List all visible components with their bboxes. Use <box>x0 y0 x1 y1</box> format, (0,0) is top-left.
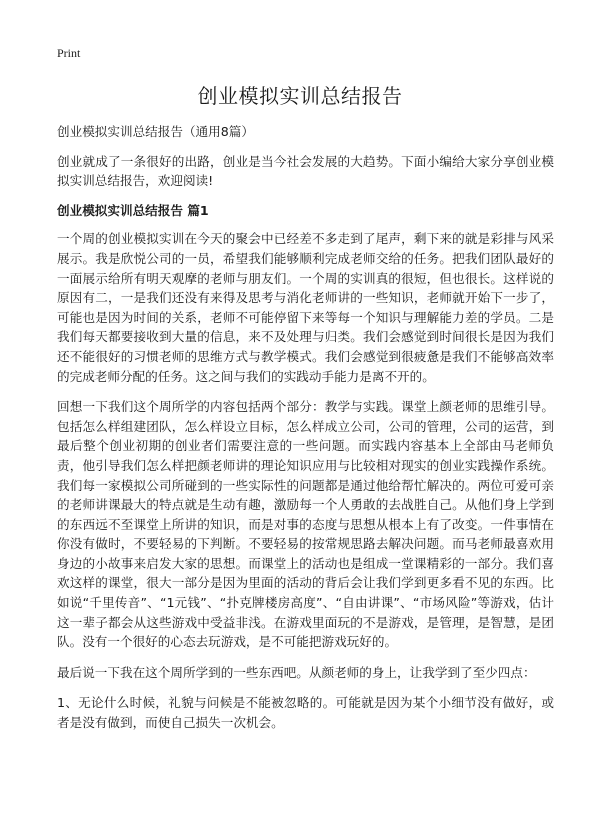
body-paragraph-1: 一个周的创业模拟实训在今天的聚会中已经差不多走到了尾声，剩下来的就是彩排与风采展示。我是欣悦公司的一员，希望我们能够顺利完成老师交给的任务。把我们团队最好的一面展示给所有明天观摩的老师与朋友们。一个周的实训真的很短，但也很长。这样说的原因有二，一是我们还没有来得及思考与消化老师讲的一些知识，老师就开始下一步了，可能也是因为时间的关系，老师不可能停留下来等每一个知识与理解能力差的学员。二是我们每天都要接收到大量的信息，来不及处理与归类。我们会感觉到时间很长是因为我们还不能很好的习惯老师的思维方式与教学模式。我们会感觉到很疲惫是我们不能够高效率的完成老师分配的任务。这之间与我们的实践动手能力是离不开的。 <box>57 231 554 384</box>
body-paragraph-2: 回想一下我们这个周所学的内容包括两个部分：教学与实践。课堂上颜老师的思维引导。包括怎么样组建团队，怎么样设立目标，怎么样成立公司，公司的管理，公司的运营，到最后整个创业初期的创业者们需要注意的一些问题。而实践内容基本上全部由马老师负责，他引导我们怎么样把颜老师讲的理论知识应用与比较相对现实的创业实践操作系统。我们每一家模拟公司所碰到的一些实际性的问题都是通过他给帮忙解决的。两位可爱可亲的老师讲课最大的特点就是生动有趣，激励每一个人勇敢的去战胜自己。从他们身上学到的东西远不至课堂上所讲的知识，而是对事的态度与思想从根本上有了改变。一件事情在你没有做时，不要轻易的下判断。不要轻易的按常规思路去解决问题。而马老师最喜欢用身边的小故事来启发大家的思想。而课堂上的活动也是组成一堂课精彩的一部分。我们喜欢这样的课堂，很大一部分是因为里面的活动的背后会让我们学到更多看不见的东西。比如说“千里传音”、“1元钱”、“扑克牌楼房高度”、“自由讲课”、“市场风险”等游戏，估计这一辈子都会从这些游戏中受益非浅。在游戏里面玩的不是游戏，是管理，是智慧，是团队。没有一个很好的心态去玩游戏，是不可能把游戏玩好的。 <box>57 399 554 650</box>
document-body <box>57 122 554 744</box>
print-link[interactable]: Print <box>57 46 81 60</box>
section-heading: 创业模拟实训总结报告 篇1 <box>57 202 209 218</box>
body-paragraph-4: 1、无论什么时候，礼貌与问候是不能被忽略的。可能就是因为某个小细节没有做好，或者是没有做到，而使自己损失一次机会。 <box>57 695 554 731</box>
body-paragraph-3: 最后说一下我在这个周所学到的一些东西吧。从颜老师的身上，让我学到了至少四点： <box>57 664 536 680</box>
intro-paragraph: 创业就成了一条很好的出路，创业是当今社会发展的大趋势。下面小编给大家分享创业模拟实训总结报告，欢迎阅读! <box>57 153 554 189</box>
page-title: 创业模拟实训总结报告 <box>197 84 403 108</box>
document-subtitle: 创业模拟实训总结报告（通用8篇） <box>57 124 254 139</box>
